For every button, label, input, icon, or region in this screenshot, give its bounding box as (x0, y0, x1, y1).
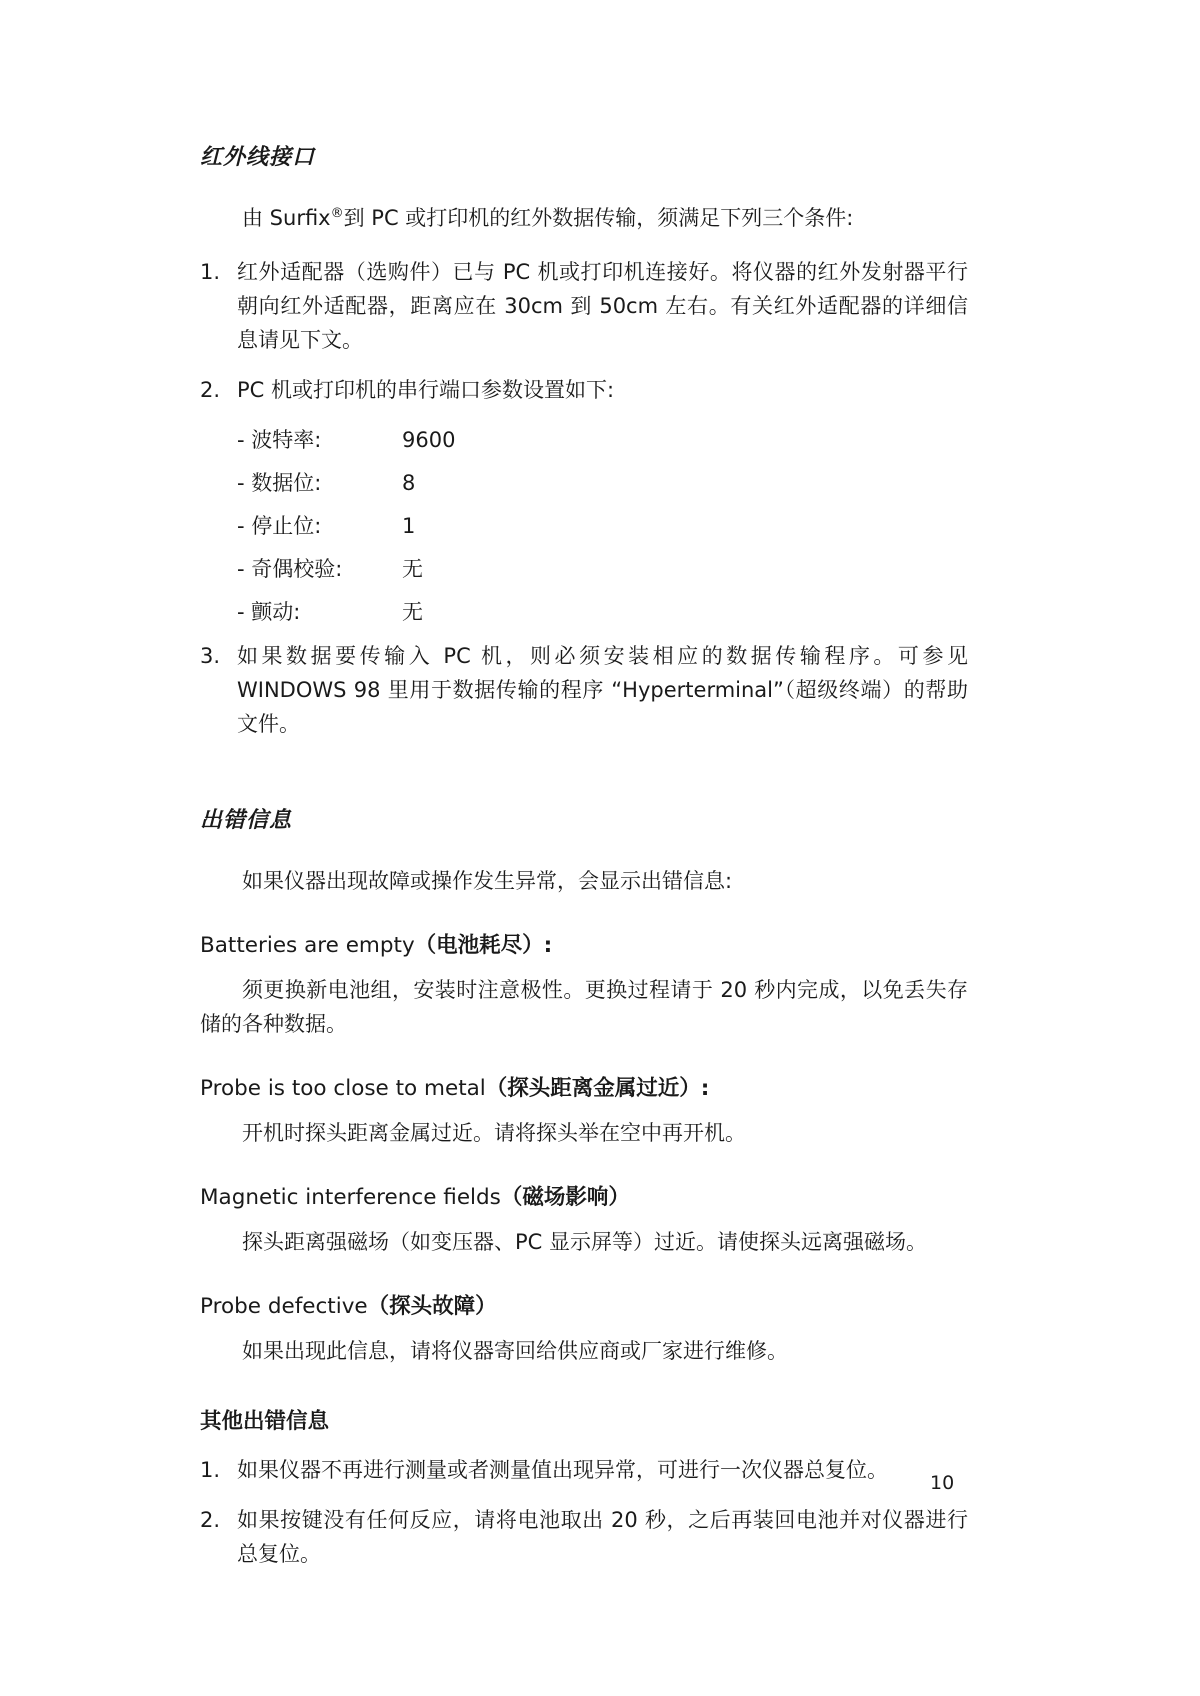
error-title-en: Probe is too close to metal (200, 1076, 486, 1102)
error-title-zh: （探头故障） (367, 1294, 497, 1320)
error-block (200, 1289, 968, 1368)
infrared-intro-paragraph (200, 201, 968, 235)
list-item-text: 如果按键没有任何反应，请将电池取出 20 秒，之后再装回电池并对仪器进行总复位。 (237, 1508, 968, 1567)
other-errors-list (200, 1453, 968, 1571)
param-row (237, 466, 968, 500)
list-item-text: 红外适配器（选购件）已与 PC 机或打印机连接好。将仪器的红外发射器平行朝向红外适配器，距离应在 30cm 到 50cm 左右。有关红外适配器的详细信息请见下文。 (237, 260, 968, 353)
error-title (200, 1289, 968, 1320)
error-title-zh: （磁场影响） (500, 1185, 630, 1211)
registered-trademark-symbol: ® (330, 206, 344, 221)
section-errors (200, 803, 968, 1571)
infrared-numbered-list (200, 255, 968, 741)
list-item (200, 255, 968, 357)
section-infrared (200, 140, 968, 741)
list-item-number: 1. (200, 260, 221, 285)
intro-text-pre: 由 Surfix (242, 206, 331, 230)
param-label: - 颤动: (237, 600, 301, 625)
error-description: 探头距离强磁场（如变压器、PC 显示屏等）过近。请使探头远离强磁场。 (242, 1230, 927, 1255)
param-value: 9600 (402, 428, 456, 453)
error-description: 开机时探头距离金属过近。请将探头举在空中再开机。 (242, 1121, 746, 1146)
param-label: - 奇偶校验: (237, 557, 343, 582)
intro-text-post: 到 PC 或打印机的红外数据传输，须满足下列三个条件: (343, 206, 854, 230)
list-item (200, 373, 968, 407)
list-item (200, 639, 968, 741)
list-item (200, 1453, 968, 1487)
list-item (200, 1503, 968, 1571)
param-label: - 数据位: (237, 471, 322, 496)
section-heading-infrared: 红外线接口 (200, 145, 316, 170)
param-row (237, 552, 968, 586)
other-errors-heading: 其他出错信息 (200, 1409, 330, 1435)
error-title-en: Probe defective (200, 1294, 368, 1320)
error-block (200, 1180, 968, 1259)
param-row (237, 423, 968, 457)
errors-intro-paragraph: 如果仪器出现故障或操作发生异常，会显示出错信息: (242, 869, 733, 894)
param-row (237, 595, 968, 629)
error-title (200, 1180, 968, 1211)
page-number: 10 (930, 1472, 955, 1494)
list-item-number: 2. (200, 378, 221, 403)
param-value: 无 (402, 600, 423, 625)
error-description: 须更换新电池组，安装时注意极性。更换过程请于 20 秒内完成，以免丢失存储的各种数据。 (200, 978, 968, 1037)
error-title-zh: （探头距离金属过近）: (485, 1076, 710, 1102)
param-row (237, 509, 968, 543)
page-content (200, 140, 968, 1587)
list-item-text: PC 机或打印机的串行端口参数设置如下: (237, 378, 615, 403)
param-value: 无 (402, 557, 423, 582)
list-item-number: 2. (200, 1508, 221, 1533)
error-title (200, 928, 968, 959)
serial-port-parameters (237, 423, 968, 629)
error-block (200, 1071, 968, 1150)
error-block (200, 928, 968, 1041)
param-label: - 波特率: (237, 428, 322, 453)
error-title-en: Batteries are empty (200, 933, 415, 959)
list-item-number: 3. (200, 644, 221, 669)
section-heading-errors: 出错信息 (200, 808, 293, 834)
error-title-en: Magnetic interference fields (200, 1185, 501, 1211)
param-value: 1 (402, 514, 416, 539)
list-item-number: 1. (200, 1458, 221, 1483)
error-description: 如果出现此信息，请将仪器寄回给供应商或厂家进行维修。 (242, 1339, 788, 1364)
param-label: - 停止位: (237, 514, 322, 539)
error-title-zh: （电池耗尽）: (414, 933, 553, 959)
param-value: 8 (402, 471, 416, 496)
list-item-text: 如果仪器不再进行测量或者测量值出现异常，可进行一次仪器总复位。 (237, 1458, 888, 1483)
list-item-text: 如果数据要传输入 PC 机，则必须安装相应的数据传输程序。可参见 WINDOWS 98 里用于数据传输的程序 “Hyperterminal”（超级终端）的帮助文件。 (237, 644, 968, 737)
error-title (200, 1071, 968, 1102)
